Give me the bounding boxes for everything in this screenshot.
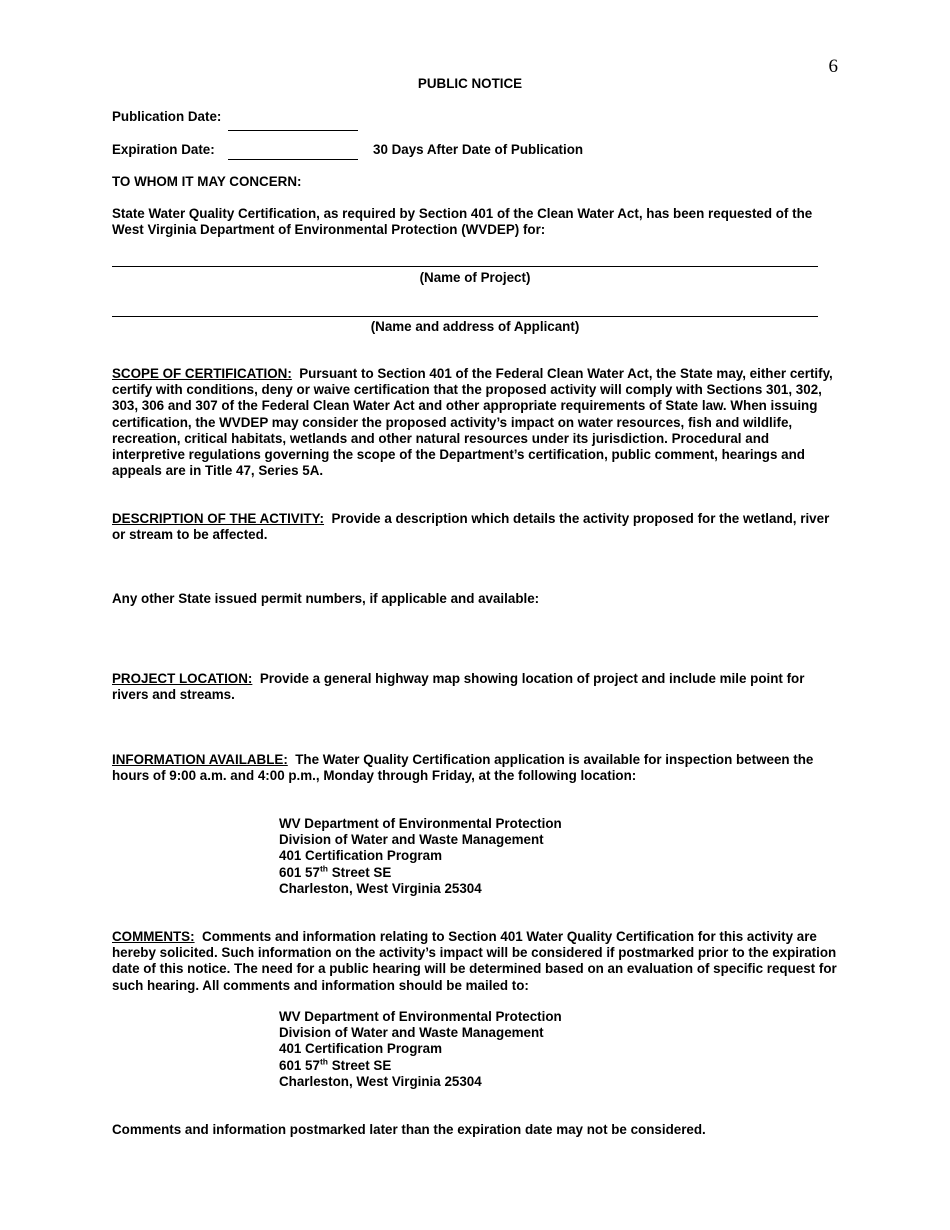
project-name-line — [112, 266, 818, 267]
address-line-4: 601 57th Street SE — [279, 863, 392, 880]
publication-date-blank — [228, 130, 358, 131]
expiration-date-blank — [228, 159, 358, 160]
permits-line: Any other State issued permit numbers, if applicable and available: — [112, 591, 540, 606]
address-line-3: 401 Certification Program — [279, 1041, 442, 1057]
scope-heading: SCOPE OF CERTIFICATION: — [112, 366, 292, 381]
address-line-5: Charleston, West Virginia 25304 — [279, 1073, 482, 1089]
address-block-inspection — [279, 816, 562, 897]
description-text: Provide a description which details the activity proposed for the wetland, river or stream to be affected. — [112, 511, 830, 543]
address-line-1: WV Department of Environmental Protection — [279, 816, 562, 831]
salutation: TO WHOM IT MAY CONCERN: — [112, 174, 302, 189]
page-title: PUBLIC NOTICE — [417, 76, 523, 91]
address-line-3: 401 Certification Program — [279, 848, 442, 864]
address-line-4: 601 57th Street SE — [279, 1056, 392, 1073]
address-line-2: Division of Water and Waste Management — [279, 1025, 544, 1041]
location-text: Provide a general highway map showing location of project and include mile point for rivers and streams. — [112, 671, 805, 703]
comments-text: Comments and information relating to Section 401 Water Quality Certification for this activity are hereby solicited. Such information on the activity’s impact will be considered if postmarked prior to the expiration date of this notice. The need for a public hearing will be determined based on an evaluation of specific request for such hearing. All comments and information should be mailed to: — [112, 929, 837, 993]
closing-statement: Comments and information postmarked later than the expiration date may not be considered. — [112, 1122, 706, 1137]
expiration-note: 30 Days After Date of Publication — [373, 142, 584, 157]
project-name-caption: (Name of Project) — [419, 270, 531, 285]
publication-date-label: Publication Date: — [112, 109, 222, 124]
comments-heading: COMMENTS: — [112, 929, 195, 944]
information-text: The Water Quality Certification application is available for inspection between the hours of 9:00 a.m. and 4:00 p.m., Monday through Friday, at the following location: — [112, 752, 814, 784]
address-line-5: Charleston, West Virginia 25304 — [279, 880, 482, 896]
address-line-2: Division of Water and Waste Management — [279, 832, 544, 848]
address-line-1: WV Department of Environmental Protection — [279, 1009, 562, 1024]
applicant-line — [112, 316, 818, 317]
page-number: 6 — [828, 56, 838, 77]
location-paragraph — [112, 671, 842, 703]
expiration-date-label: Expiration Date: — [112, 142, 215, 157]
location-heading: PROJECT LOCATION: — [112, 671, 253, 686]
address-block-mailing — [279, 1009, 562, 1090]
comments-paragraph — [112, 929, 840, 994]
intro-paragraph: State Water Quality Certification, as required by Section 401 of the Clean Water Act, has been requested of the West Virginia Department of Environmental Protection (WVDEP) for: — [112, 206, 813, 238]
scope-paragraph — [112, 366, 840, 479]
description-heading: DESCRIPTION OF THE ACTIVITY: — [112, 511, 325, 526]
description-paragraph — [112, 511, 840, 543]
scope-text: Pursuant to Section 401 of the Federal Clean Water Act, the State may, either certify, certify with conditions, deny or waive certification that the proposed activity will comply with Sections 301, 302, 303, 306 and 307 of the Federal Clean Water Act and other appropriate requirements of State law. When issuing certification, the WVDEP may consider the proposed activity’s impact on water resources, fish and wildlife, recreation, critical habitats, wetlands and other natural resources under its jurisdiction. Procedural and interpretive regulations governing the scope of the Department’s certification, public comment, hearings and appeals are in Title 47, Series 5A. — [112, 366, 833, 479]
information-heading: INFORMATION AVAILABLE: — [112, 752, 288, 767]
information-paragraph — [112, 752, 840, 784]
applicant-caption: (Name and address of Applicant) — [370, 319, 580, 334]
